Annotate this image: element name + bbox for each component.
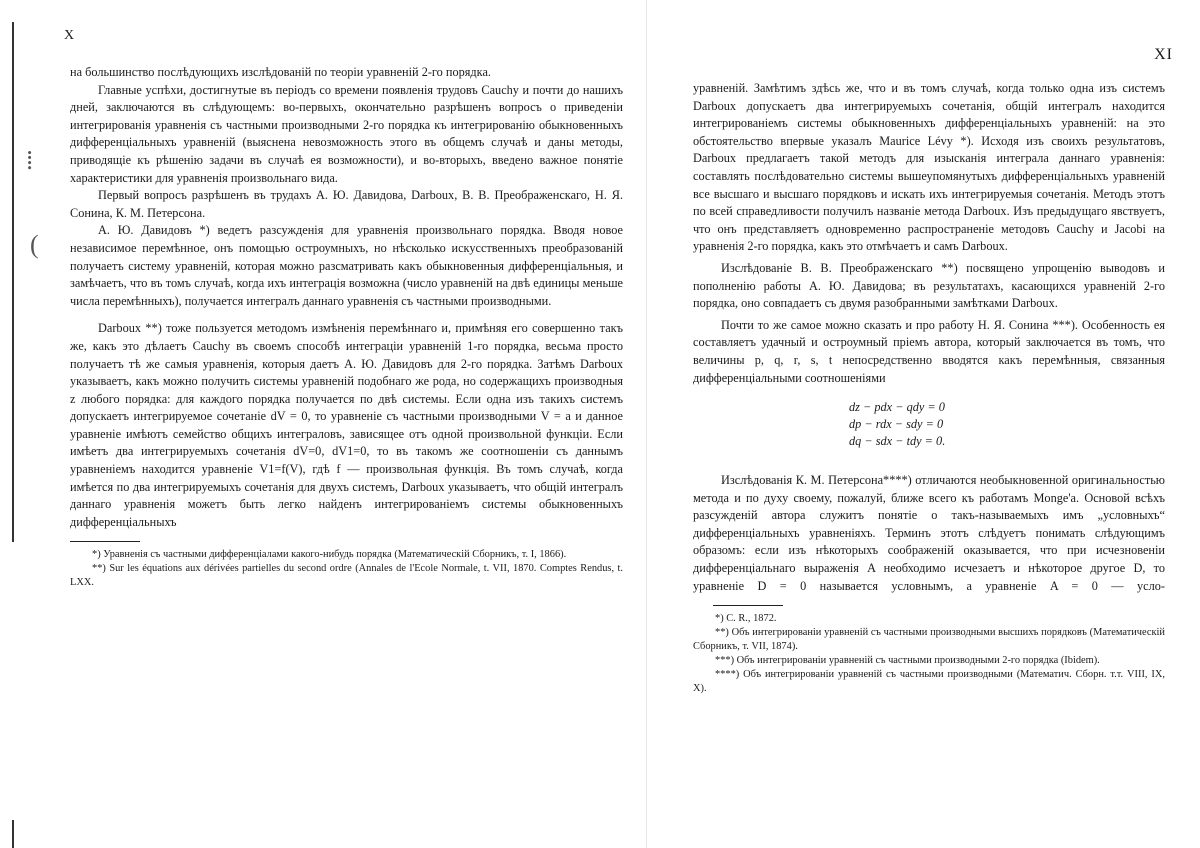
right-text-column <box>693 80 1165 696</box>
page-number-left: X <box>64 28 76 43</box>
footnote: ***) Объ интегрированіи уравненій съ частными производными 2-го порядка (Ibidem). <box>715 655 1100 667</box>
paragraph: А. Ю. Давидовъ *) ведетъ разсужденія для уравненія произвольнаго порядка. Вводя новое независимое перемѣнное, онъ помощью остроумныхъ, но нѣсколько искусственныхъ преобразованій получаетъ систему уравненій, которая можно разсматривать какъ обыкновенныя дифференціальныя, и замѣчаетъ, что въ томъ случаѣ, когда ихъ интеграція возможна (число уравненій на двѣ единицы меньше числа перемѣнныхъ), получается интегралъ даннаго уравненія съ частными производными. <box>70 223 623 308</box>
page-fold <box>646 0 647 848</box>
page-number-right: XI <box>1154 46 1173 63</box>
equation: dq − sdx − tdy = 0. <box>849 434 946 449</box>
equation: dp − rdx − sdy = 0 <box>849 417 944 432</box>
footnote: *) C. R., 1872. <box>715 613 777 625</box>
equation-block <box>693 399 1165 450</box>
footnote: *) Уравненія съ частными дифференціалами какого-нибудь порядка (Математическій Сборникъ, т. I, 1866). <box>92 549 567 561</box>
scan-edge-line <box>12 22 14 542</box>
footnote: **) Объ интегрированіи уравненій съ частными производными высшихъ порядковъ (Математическій Сборникъ, т. VII, 1874). <box>693 627 1165 653</box>
paragraph: Изслѣдованіе В. В. Преображенскаго **) посвящено упрощенію выводовъ и пополненію работы А. Ю. Давидова; въ результатахъ, касающихся уравненій 2-го порядка, оно совпадаетъ съ двумя разобранными замѣтками Darboux. <box>693 260 1165 311</box>
pencil-margin-mark-icon: ⁞ <box>26 146 34 175</box>
left-page <box>40 0 635 848</box>
footnote-rule <box>70 541 140 542</box>
footnote: ****) Объ интегрированіи уравненій съ частными производными (Математич. Сборн. т.т. VIII, IX, X). <box>693 669 1165 695</box>
paragraph: на большинство послѣдующихъ изслѣдованій по теоріи уравненій 2-го порядка. <box>70 65 492 79</box>
equation: dz − pdx − qdy = 0 <box>849 400 945 415</box>
paragraph: Изслѣдованія К. М. Петерсона****) отличаются необыкновенной оригинальностью метода и по духу своему, пожалуй, ближе всего къ работамъ Monge'а. Основой всѣхъ разсужденій автора служитъ понятіе о такъ-называемыхъ имъ „условныхъ“ дифференціальныхъ уравненіяхъ. Терминъ этотъ слѣдуетъ понимать слѣдующимъ образомъ: если изъ нѣкоторыхъ соображеній оказывается, что при исчезновеніи дифференціальнаго выраженія A необходимо исчезаетъ и нѣкоторое другое D, то уравненіе D = 0 называется условнымъ, а уравненіе A = 0 — усло- <box>693 473 1165 593</box>
paragraph: уравненій. Замѣтимъ здѣсь же, что и въ томъ случаѣ, когда только одна изъ системъ Darboux допускаетъ два интегрируемыхъ сочетанія, общій интегралъ находится интегрированіемъ системы обыкновенныхъ дифференціальныхъ уравненій: на это обстоятельство впервые указалъ Maurice Lévy *). Исходя изъ своихъ результатовъ, Darboux предлагаетъ такой методъ для изысканія интеграла даннаго уравненія: составлять послѣдовательно системы вышеупомянутыхъ дифференціальныхъ уравненій все высшаго и высшаго порядковъ и искать ихъ интегрируемыя сочетанія. Методъ этотъ по всей справедливости получилъ названіе метода Darboux. Изъ предыдущаго явствуетъ, что онъ представляетъ одновременно распространеніе методовъ Cauchy и Jacobi на уравненія 2-го порядка, какъ это отмѣчаетъ и самъ Darboux. <box>693 81 1165 254</box>
paragraph: Почти то же самое можно сказать и про работу Н. Я. Сонина ***). Особенность ея составляетъ удачный и остроумный пріемъ автора, который заключается въ томъ, что величины p, q, r, s, t непосредственно вводятся какъ перемѣнныя, связанныя дифференціальными соотношеніями <box>693 317 1165 385</box>
scan-edge-line-bottom <box>12 820 14 848</box>
right-page <box>665 0 1175 848</box>
footnote: **) Sur les équations aux dérivées partielles du second ordre (Annales de l'Ecole Normale, t. VII, 1870. Comptes Rendus, t. LXX. <box>70 563 623 589</box>
paragraph: Первый вопросъ разрѣшенъ въ трудахъ А. Ю. Давидова, Darboux, В. В. Преображенскаго, Н. Я. Сонина, К. М. Петерсона. <box>70 188 623 220</box>
left-text-column <box>70 64 623 590</box>
pencil-bracket-icon: ( <box>30 230 39 259</box>
paragraph: Darboux **) тоже пользуется методомъ измѣненія перемѣннаго и, примѣняя его совершенно такъ же, какъ это дѣлаетъ Cauchy въ своемъ способѣ интеграціи уравненій 1-го порядка, весьма просто получаетъ тѣ же самыя уравненія, которыя даетъ А. Ю. Давидовъ для 2-го порядка. Затѣмъ Darboux указываетъ, какъ можно получить системы уравненій подобнаго же рода, но содержащихъ производныя z любого порядка: для каждого порядка получается по двѣ системы. Если одна изъ такихъ системъ допускаетъ интегрируемое сочетаніе dV = 0, то уравненіе съ частными производными V = a и данное уравненіе имѣютъ семейство общихъ интеграловъ, зависящее отъ одной произвольной функціи. Если имѣетъ два интегрируемыхъ сочетанія dV=0, dV1=0, то въ такомъ же соотношеніи съ даннымъ уравненіемъ находится уравненіе V1=f(V), гдѣ f — произвольная функція. Въ томъ случаѣ, когда имѣется по два интегрируемыхъ сочетанія для двухъ системъ, Darboux указываетъ, что общій интегралъ даннаго уравненія можетъ быть легко найденъ интегрированіемъ системы обыкновенныхъ дифференціальныхъ <box>70 321 623 529</box>
footnote-rule <box>713 605 783 606</box>
paragraph: Главные успѣхи, достигнутые въ періодъ со времени появленія трудовъ Cauchy и почти до нашихъ дней, заключаются въ слѣдующемъ: во-первыхъ, окончательно разрѣшенъ вопросъ о приведеніи интегрированія уравненія съ частными производными 2-го порядка къ интегрированію обыкновенныхъ дифференціальныхъ уравненій (выяснена невозможность этого въ общемъ случаѣ и даны методы, приводящіе къ рѣшенію задачи въ случаѣ ея возможности), и во-вторыхъ, введено важное понятіе характеристики для уравненія произвольнаго вида. <box>70 82 623 185</box>
